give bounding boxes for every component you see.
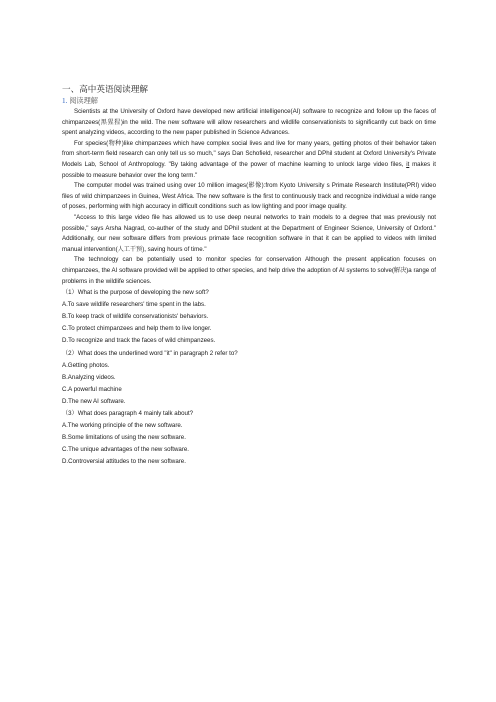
answer-option: B.Some limitations of using the new software. [62, 434, 186, 442]
section-title: 一、高中英语阅读理解 [62, 84, 148, 94]
passage-paragraph-2-text: For species(物种)like chimpanzees which have complex social lives and live for many years, getting photos of their behavior taken from short-term field research can only tell us so much," says Dan Schofield, researcher and DPhil student at Oxford University's Private Models Lab, School of Anthropology. "By taking advantage of the power of machine learning to unlock large video files, [62, 139, 436, 168]
subheading [62, 96, 436, 106]
passage-paragraph-1: Scientists at the University of Oxford have developed new artificial intelligence(AI) software to recognize and follow up the faces of chimpanzees(黑猩猩)in the wild. The new software will allow researchers and wildlife conservationists to significantly cut back on time spent analyzing videos, according to the new paper published in Science Advances. [62, 108, 436, 137]
subheading-number: 1. [62, 97, 68, 105]
answer-option: B.Analyzing videos. [62, 373, 116, 381]
passage-paragraph-3: The computer model was trained using over 10 million images(影像):from Kyoto University s Primate Research Institute(PRI) video files of wild chimpanzees in Guinea, West Africa. The new software is the first to continuously track and recognize individual a wide range of poses, performing with high accuracy in difficult conditions such as low lighting and poor image quality. [62, 182, 436, 211]
answer-option: A.To save wildlife researchers' time spent in the labs. [62, 301, 206, 309]
passage-paragraph-5: The technology can be potentially used to monitor species for conservation Although the present application focuses on chimpanzees, the AI software provided will be applied to other species, and help drive the adoption of AI systems to solve(解决)a range of problems in the wildlife sciences. [62, 256, 436, 285]
answer-option: C.The unique advantages of the new software. [62, 446, 189, 454]
answer-option: D.Controversial attitudes to the new software. [62, 458, 186, 466]
question-1 [62, 287, 436, 347]
question-stem: （3）What does paragraph 4 mainly talk about? [62, 410, 194, 418]
passage-paragraph-4: "Access to this large video file has allowed us to use deep neural networks to train models to a degree that was previously not possible," says Arsha Nagrad, co-auther of the study and DPhil student at the Department of Engineer Science, University of Oxford." Additionally, our new software differs from previous primate face recognition software in that it can be applied to videos with limited manual intervention(人工干预), saving hours of time." [62, 213, 436, 253]
question-stem: （2）What does the underlined word "it" in paragraph 2 refer to? [62, 349, 238, 357]
answer-option: C.To protect chimpanzees and help them to live longer. [62, 325, 212, 333]
underlined-word-it: it [406, 160, 410, 168]
subheading-text: 阅读理解 [69, 97, 98, 105]
passage-paragraph-2-end: makes it possible to measure behavior over the long term." [62, 160, 436, 179]
question-3 [62, 408, 436, 468]
answer-option: D.To recognize and track the faces of wild chimpanzees. [62, 337, 216, 345]
answer-option: A.The working principle of the new software. [62, 422, 183, 430]
question-2 [62, 348, 436, 408]
answer-option: D.The new AI software. [62, 397, 126, 405]
answer-option: A.Getting photos. [62, 361, 110, 369]
question-stem: （1）What is the purpose of developing the new soft? [62, 289, 209, 297]
answer-option: C.A powerful machine [62, 385, 122, 393]
answer-option: B.To keep track of wildlife conservationists' behaviors. [62, 313, 209, 321]
passage-paragraph-2 [62, 139, 436, 181]
document-page [62, 84, 436, 469]
